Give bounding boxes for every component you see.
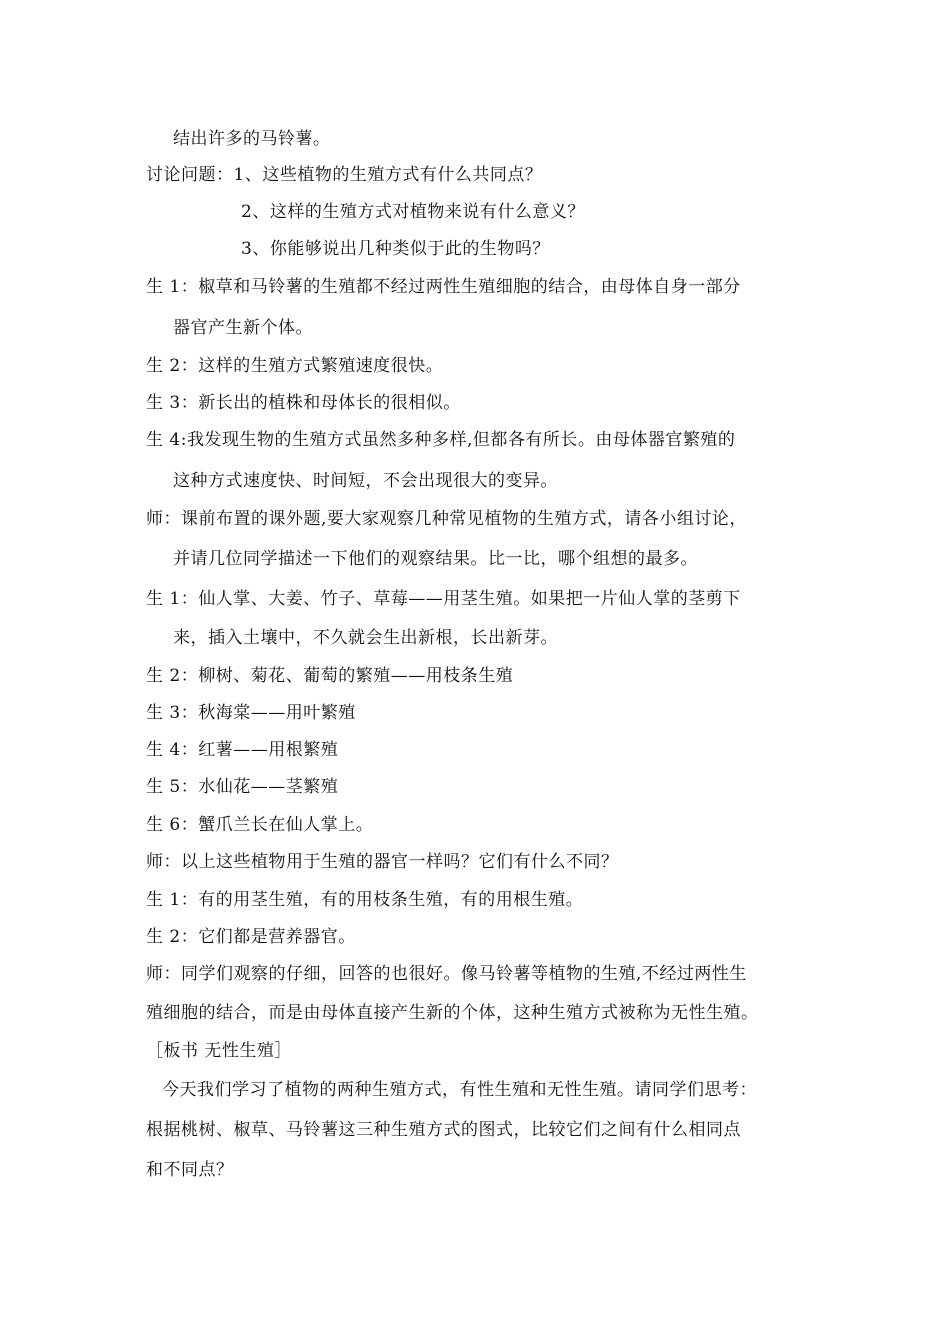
text-line: 来，插入土壤中，不久就会生出新根，长出新芽。 bbox=[173, 628, 558, 648]
text-line: 生 1：椒草和马铃薯的生殖都不经过两性生殖细胞的结合，由母体自身一部分 bbox=[146, 277, 741, 297]
text-line: 根据桃树、椒草、马铃薯这三种生殖方式的图式，比较它们之间有什么相同点 bbox=[146, 1120, 741, 1140]
text-line: 生 3：秋海棠——用叶繁殖 bbox=[146, 703, 356, 723]
text-line: 3、你能够说出几种类似于此的生物吗？ bbox=[241, 239, 550, 259]
text-line: 生 2：它们都是营养器官。 bbox=[146, 927, 356, 947]
text-line: 师：同学们观察的仔细，回答的也很好。像马铃薯等植物的生殖,不经过两性生 bbox=[146, 964, 747, 984]
text-line: 并请几位同学描述一下他们的观察结果。比一比，哪个组想的最多。 bbox=[173, 549, 698, 569]
text-line: 生 2：这样的生殖方式繁殖速度很快。 bbox=[146, 356, 444, 376]
text-line: 生 3：新长出的植株和母体长的很相似。 bbox=[146, 393, 461, 413]
text-line: 生 2：柳树、菊花、葡萄的繁殖——用枝条生殖 bbox=[146, 666, 514, 686]
text-line: 2、这样的生殖方式对植物来说有什么意义？ bbox=[241, 202, 585, 222]
text-line: 师：课前布置的课外题,要大家观察几种常见植物的生殖方式，请各小组讨论， bbox=[146, 509, 747, 529]
text-line: 结出许多的马铃薯。 bbox=[173, 129, 331, 149]
text-line: 和不同点？ bbox=[146, 1160, 234, 1180]
text-line: 殖细胞的结合，而是由母体直接产生新的个体，这种生殖方式被称为无性生殖。 bbox=[146, 1003, 759, 1023]
text-line: 生 4:我发现生物的生殖方式虽然多种多样,但都各有所长。由母体器官繁殖的 bbox=[146, 430, 736, 450]
text-line: 生 1：仙人掌、大姜、竹子、草莓——用茎生殖。如果把一片仙人掌的茎剪下 bbox=[146, 589, 741, 609]
text-line: 生 4：红薯——用根繁殖 bbox=[146, 740, 339, 760]
text-line: 师：以上这些植物用于生殖的器官一样吗？它们有什么不同？ bbox=[146, 852, 619, 872]
text-line: ［板书 无性生殖］ bbox=[146, 1041, 292, 1061]
text-line: 这种方式速度快、时间短，不会出现很大的变异。 bbox=[173, 471, 558, 491]
text-line: 讨论问题：1、这些植物的生殖方式有什么共同点？ bbox=[146, 165, 543, 185]
text-line: 生 1：有的用茎生殖，有的用枝条生殖，有的用根生殖。 bbox=[146, 890, 584, 910]
text-line: 今天我们学习了植物的两种生殖方式，有性生殖和无性生殖。请同学们思考： bbox=[162, 1080, 757, 1100]
text-line: 生 6：蟹爪兰长在仙人掌上。 bbox=[146, 815, 374, 835]
text-line: 器官产生新个体。 bbox=[173, 318, 313, 338]
text-line: 生 5：水仙花——茎繁殖 bbox=[146, 777, 339, 797]
